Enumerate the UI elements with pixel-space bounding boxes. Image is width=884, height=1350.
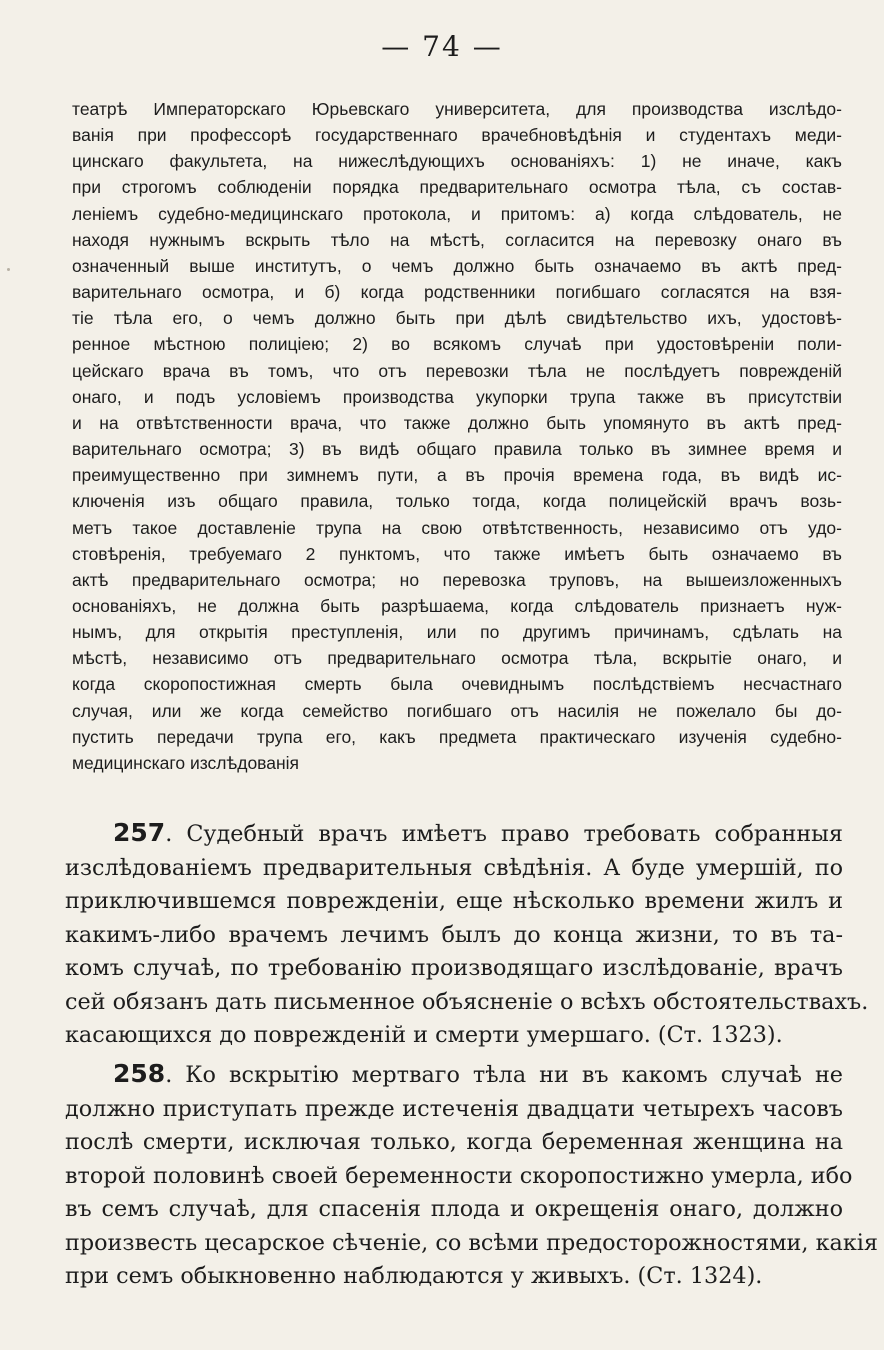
text-line: приключившемся поврежденіи, еще нѣсколько времени жилъ и xyxy=(65,888,843,914)
section-257 xyxy=(65,816,869,1053)
text-line: второй половинѣ своей беременности скоропостижно умерла, ибо xyxy=(65,1162,853,1189)
text-line: театрѣ Императорскаго Юрьевскаго университета, для производства изслѣдо- xyxy=(72,99,842,119)
text-line: варительнаго осмотра; 3) въ видѣ общаго правила только въ зимнее время и xyxy=(72,439,842,460)
text-line: цейскаго врача въ томъ, что отъ перевозки тѣла не послѣдуетъ поврежденій xyxy=(72,360,842,381)
section-number: 258 xyxy=(113,1059,166,1088)
page-number: — 74 — xyxy=(381,30,503,63)
section-number: 257 xyxy=(113,818,166,847)
text-line: послѣ смерти, исключая только, когда беременная женщина на xyxy=(65,1129,843,1155)
section-first-line-text: . Судебный врачъ имѣетъ право требовать собранныя xyxy=(165,821,843,847)
text-line: ванія при профессорѣ государственнаго врачебновѣдѣнія и студентахъ меди- xyxy=(72,125,842,146)
paper-speck xyxy=(7,268,10,271)
text-line: стовѣренія, требуемаго 2 пунктомъ, что также имѣетъ быть означаемо въ xyxy=(72,543,842,564)
text-line: при строгомъ соблюденіи порядка предварительнаго осмотра тѣла, съ состав- xyxy=(72,177,842,198)
text-line: находя нужнымъ вскрыть тѣло на мѣстѣ, согласится на перевозку онаго въ xyxy=(72,229,842,250)
text-line xyxy=(65,1057,843,1093)
text-line: онаго, и подъ условіемъ производства укупорки трупа также въ присутствіи xyxy=(72,386,842,407)
text-line: основаніяхъ, не должна быть разрѣшаема, когда слѣдователь признаетъ нуж- xyxy=(72,595,842,616)
text-line: въ семъ случаѣ, для спасенія плода и окрещенія онаго, должно xyxy=(65,1196,843,1222)
section-first-line-text: . Ко вскрытію мертваго тѣла ни въ какомъ случаѣ не xyxy=(165,1062,843,1088)
text-line: пустить передачи трупа его, какъ предмета практическаго изученія судебно- xyxy=(72,726,842,747)
text-line: варительнаго осмотра, и б) когда родственники погибшаго согласятся на взя- xyxy=(72,282,842,303)
text-line: мѣстѣ, независимо отъ предварительнаго осмотра тѣла, вскрытіе онаго, и xyxy=(72,648,842,669)
text-line: когда скоропостижная смерть была очевиднымъ послѣдствіемъ несчастнаго xyxy=(72,674,842,695)
text-line: означенный выше институтъ, о чемъ должно быть означаемо въ актѣ пред- xyxy=(72,255,842,276)
text-line xyxy=(65,816,843,852)
text-line: должно приступать прежде истеченія двадцати четырехъ часовъ xyxy=(65,1095,843,1122)
text-line: актѣ предварительнаго осмотра; но перевозка труповъ, на вышеизложенныхъ xyxy=(72,569,842,590)
text-line: какимъ-либо врачемъ лечимъ былъ до конца жизни, то въ та- xyxy=(65,921,843,948)
text-line: нымъ, для открытія преступленія, или по другимъ причинамъ, сдѣлать на xyxy=(72,622,842,643)
continuation-paragraph xyxy=(72,96,842,776)
text-line: комъ случаѣ, по требованію производящаго изслѣдованіе, врачъ xyxy=(65,955,843,981)
text-line: сей обязанъ дать письменное объясненіе о всѣхъ обстоятельствахъ. xyxy=(65,988,869,1015)
text-line: ключенія изъ общаго правила, только тогда, когда полицейскій врачъ возь- xyxy=(72,491,842,512)
text-line: метъ такое доставленіе трупа на свою отвѣтственность, независимо отъ удо- xyxy=(72,517,842,538)
text-line: при семъ обыкновенно наблюдаются у живыхъ. (Ст. 1324). xyxy=(65,1263,763,1289)
text-line: медицинскаго изслѣдованія xyxy=(72,752,300,773)
text-line: и на отвѣтственности врача, что также должно быть упомянуто въ актѣ пред- xyxy=(72,412,842,433)
text-line: касающихся до поврежденій и смерти умершаго. (Ст. 1323). xyxy=(65,1022,783,1048)
text-line: цинскаго факультета, на нижеслѣдующихъ основаніяхъ: 1) не иначе, какъ xyxy=(72,151,842,172)
section-258 xyxy=(65,1057,878,1294)
text-line: произвесть цесарское сѣченіе, со всѣми предосторожностями, какія xyxy=(65,1229,878,1256)
text-line: изслѣдованіемъ предварительныя свѣдѣнія. А буде умершій, по xyxy=(65,854,843,881)
text-line: тіе тѣла его, о чемъ должно быть при дѣлѣ свидѣтельство ихъ, удостовѣ- xyxy=(72,308,842,329)
text-line: ренное мѣстною полиціею; 2) во всякомъ случаѣ при удостовѣреніи поли- xyxy=(72,334,842,355)
text-line: леніемъ судебно-медицинскаго протокола, и притомъ: а) когда слѣдователь, не xyxy=(72,203,842,224)
text-line: преимущественно при зимнемъ пути, а въ прочія времена года, въ видѣ ис- xyxy=(72,465,842,486)
text-line: случая, или же когда семейство погибшаго отъ насилія не пожелало бы до- xyxy=(72,700,842,721)
